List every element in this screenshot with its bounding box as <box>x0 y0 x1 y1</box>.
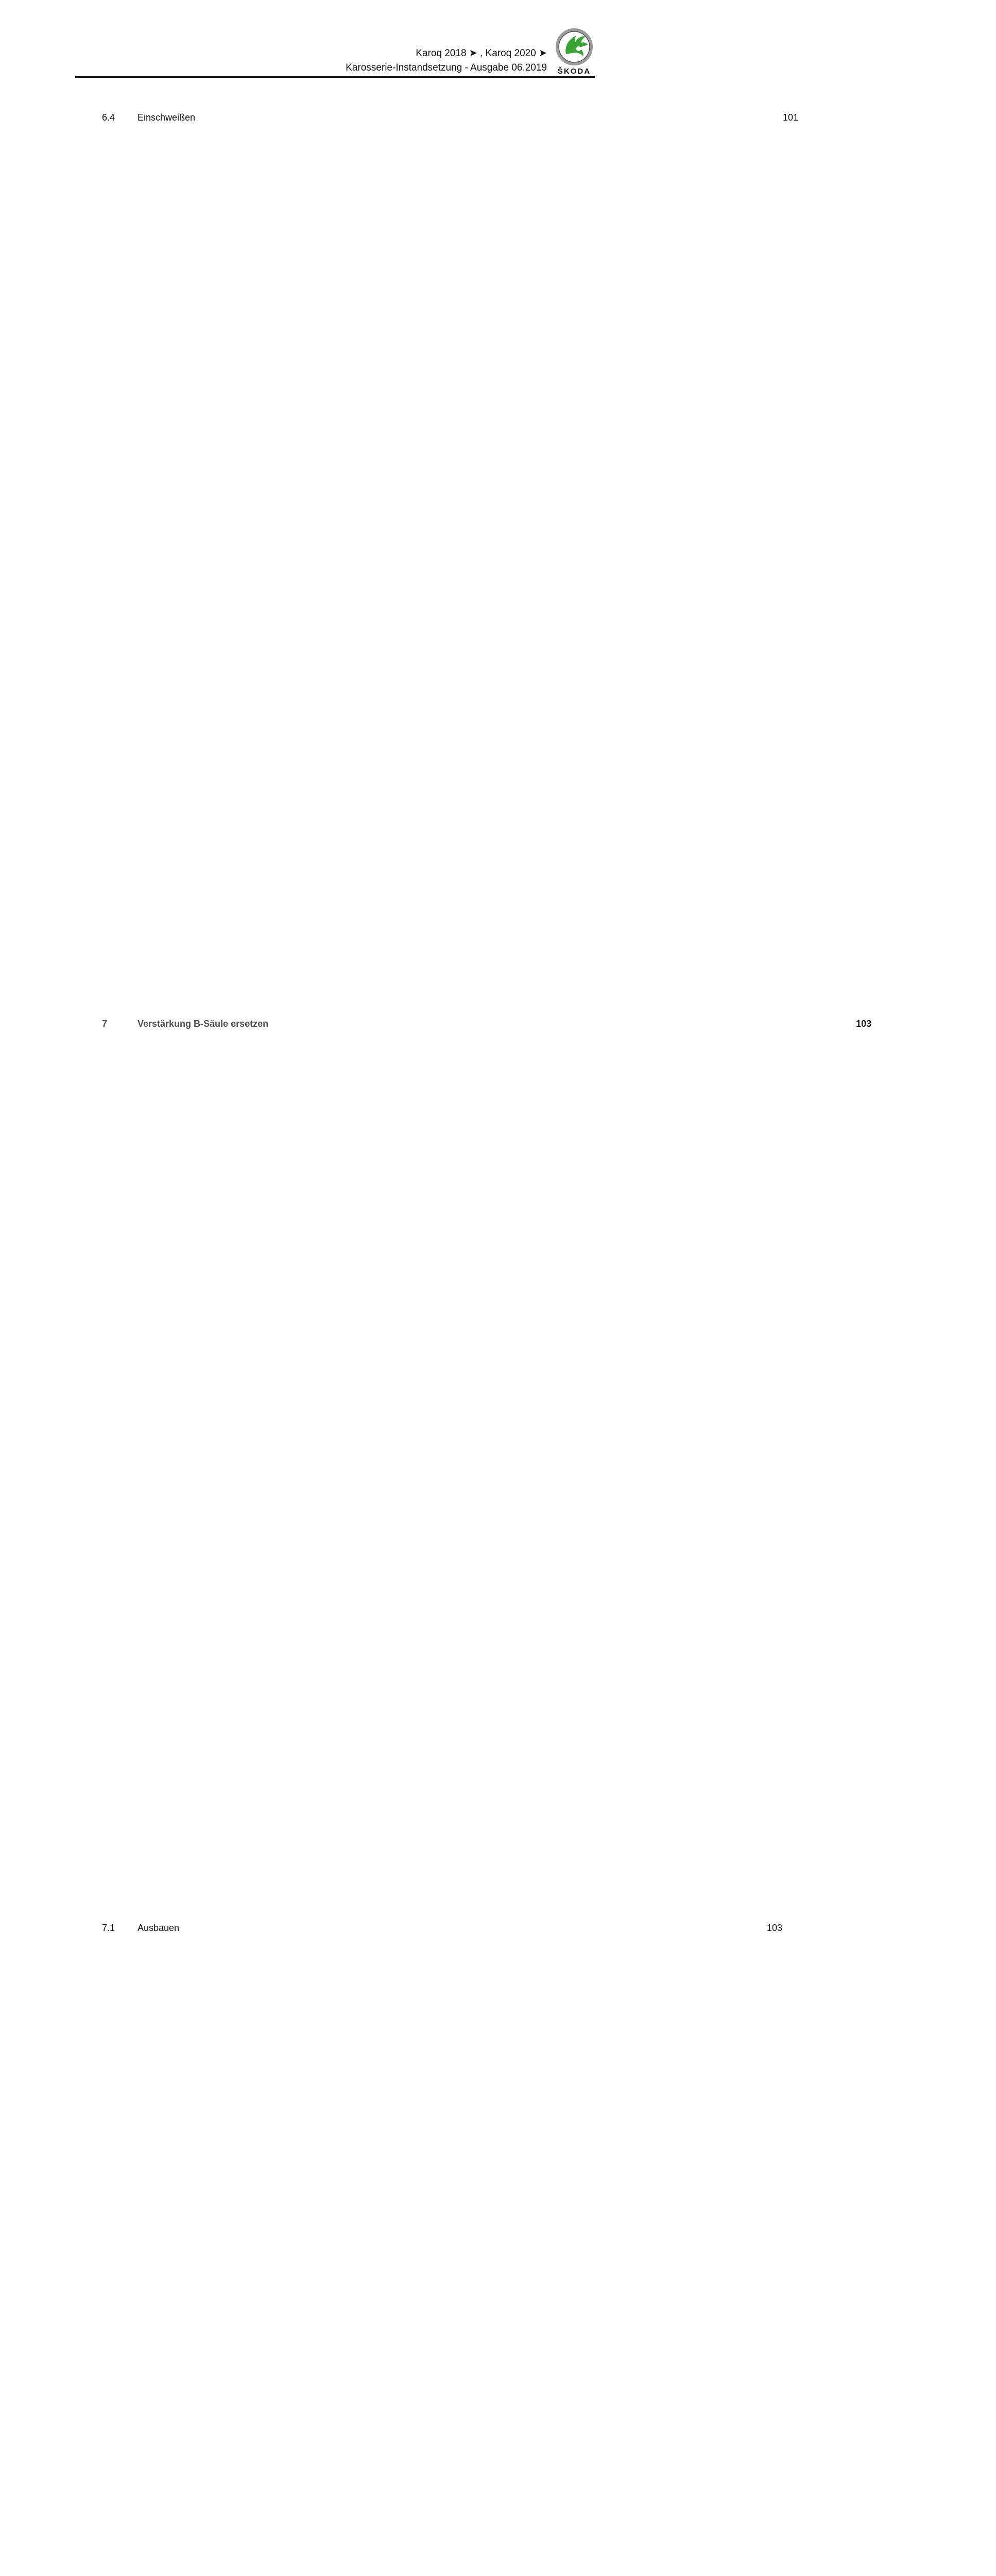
skoda-brand-block <box>554 28 595 76</box>
skoda-wordmark: ŠKODA <box>557 67 591 76</box>
toc-row <box>75 84 799 988</box>
skoda-winged-arrow-icon <box>555 28 593 66</box>
page-header <box>75 28 595 78</box>
header-doc-line: Karosserie-Instandsetzung - Ausgabe 06.2019 <box>346 62 547 73</box>
toc-entry-number: 6.4 <box>102 112 115 123</box>
toc-entry-number: 7 <box>102 1019 108 1029</box>
toc-row <box>75 990 872 1894</box>
header-model-line: Karoq 2018 ➤ , Karoq 2020 ➤ <box>416 48 547 59</box>
toc-entry-title: Einschweißen <box>138 112 196 123</box>
header-text-block <box>346 46 547 76</box>
toc-entry-number: 7.1 <box>102 1923 115 1933</box>
toc-row <box>75 1894 783 2576</box>
toc-entry-title: Verstärkung B-Säule ersetzen <box>138 1019 269 1029</box>
toc-entry-page: 103 <box>187 1894 826 2576</box>
toc-entry-page: 101 <box>203 84 842 988</box>
toc-entry-page: 103 <box>277 990 915 1894</box>
toc-list <box>75 84 872 2576</box>
toc-entry-title: Ausbauen <box>138 1923 180 1933</box>
